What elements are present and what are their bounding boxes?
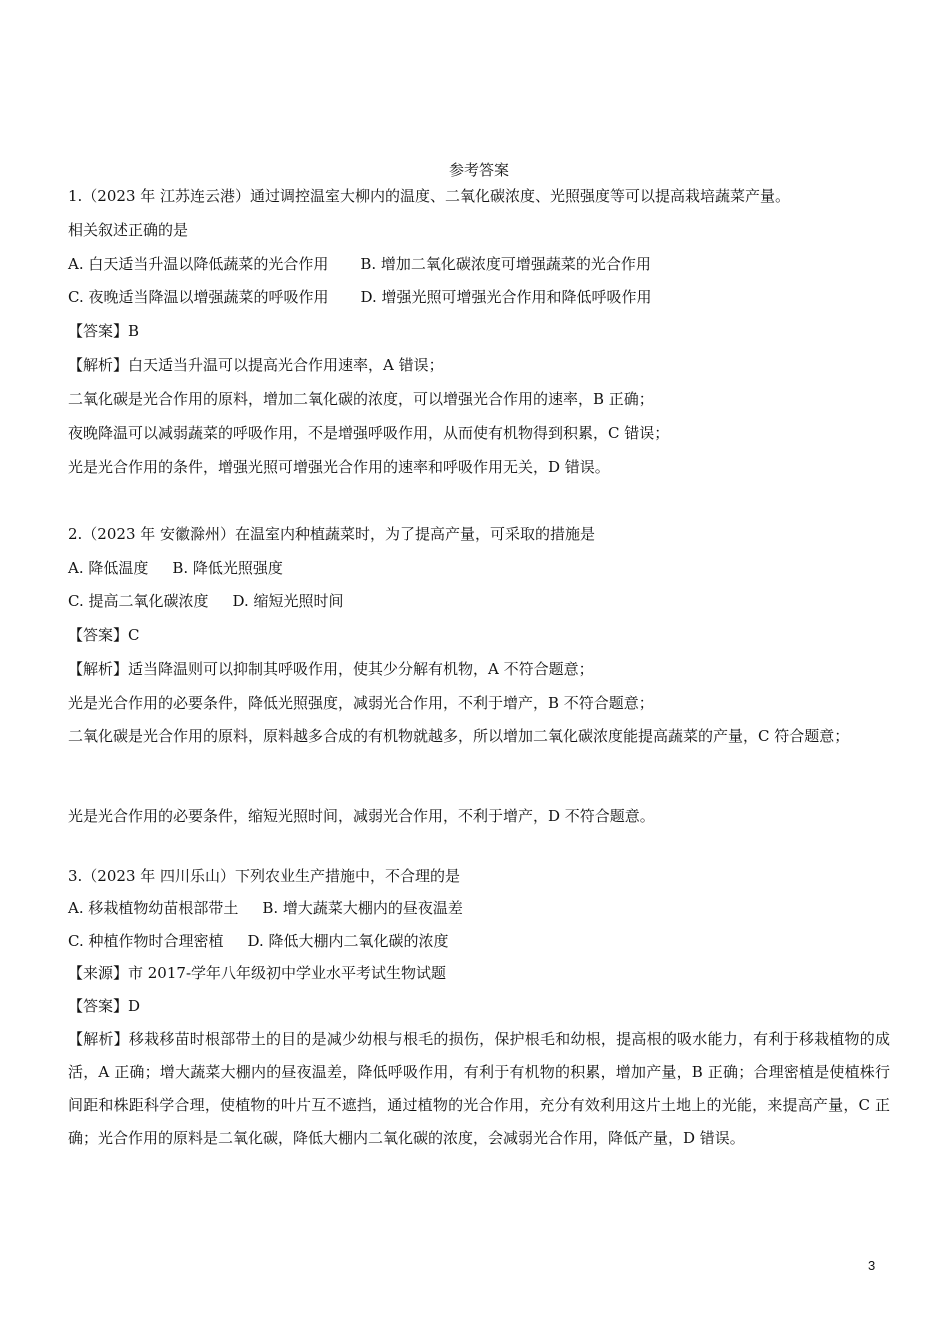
q2-options-row1 — [68, 558, 283, 578]
q2-option-c: C. 提高二氧化碳浓度 — [68, 592, 209, 610]
q1-analysis-line3: 夜晚降温可以减弱蔬菜的呼吸作用，不是增强呼吸作用，从而使有机物得到积累，C 错误； — [68, 424, 670, 442]
q1-options-row1 — [68, 254, 651, 274]
q2-answer: 【答案】C — [68, 626, 140, 644]
q3-option-d: D. 降低大棚内二氧化碳的浓度 — [247, 932, 449, 950]
q1-analysis-line2: 二氧化碳是光合作用的原料，增加二氧化碳的浓度，可以增强光合作用的速率，B 正确； — [68, 390, 654, 408]
q1-option-a: A. 白天适当升温以降低蔬菜的光合作用 — [68, 255, 329, 273]
q1-analysis-line4: 光是光合作用的条件，增强光照可增强光合作用的速率和呼吸作用无关，D 错误。 — [68, 458, 610, 476]
q1-options-row2 — [68, 287, 652, 307]
q2-option-a: A. 降低温度 — [68, 559, 149, 577]
q3-source: 【来源】市 2017-学年八年级初中学业水平考试生物试题 — [68, 964, 447, 982]
q3-analysis: 【解析】移栽移苗时根部带土的目的是减少幼根与根毛的损伤，保护根毛和幼根，提高根的吸水能力，有利于移栽植物的成活，A 正确；增大蔬菜大棚内的昼夜温差，降低呼吸作用，有利于有机物的积累，增加产量，B 正确；合理密植是使植株行间距和株距科学合理，使植物的叶片互不遮挡，通过植物的光合作用，充分有效利用这片土地上的光能，来提高产量，C 正确；光合作用的原料是二氧化碳，降低大棚内二氧化碳的浓度，会减弱光合作用，降低产量，D 错误。 — [68, 1030, 890, 1147]
page-number: 3 — [868, 1258, 876, 1273]
q3-option-b: B. 增大蔬菜大棚内的昼夜温差 — [262, 899, 463, 917]
q1-answer: 【答案】B — [68, 322, 140, 340]
q1-option-d: D. 增强光照可增强光合作用和降低呼吸作用 — [360, 288, 652, 306]
q3-option-a: A. 移栽植物幼苗根部带土 — [68, 899, 239, 917]
q2-analysis-line3: 二氧化碳是光合作用的原料，原料越多合成的有机物就越多，所以增加二氧化碳浓度能提高蔬菜的产量，C 符合题意； — [68, 727, 850, 745]
q3-options-row2 — [68, 931, 449, 951]
q1-stem-line2: 相关叙述正确的是 — [68, 221, 189, 239]
q1-stem-line1: 1.（2023 年 江苏连云港）通过调控温室大柳内的温度、二氧化碳浓度、光照强度等可以提高栽培蔬菜产量。 — [68, 187, 791, 205]
document-page — [68, 0, 890, 1344]
q2-options-row2 — [68, 591, 344, 611]
q2-analysis-line2: 光是光合作用的必要条件，降低光照强度，减弱光合作用，不利于增产，B 不符合题意； — [68, 694, 654, 712]
q2-stem-line1: 2.（2023 年 安徽滁州）在温室内种植蔬菜时，为了提高产量，可采取的措施是 — [68, 525, 596, 543]
q2-option-b: B. 降低光照强度 — [172, 559, 283, 577]
q3-stem-line1: 3.（2023 年 四川乐山）下列农业生产措施中，不合理的是 — [68, 867, 461, 885]
q3-option-c: C. 种植作物时合理密植 — [68, 932, 224, 950]
q2-analysis-line4: 光是光合作用的必要条件，缩短光照时间，减弱光合作用，不利于增产，D 不符合题意。 — [68, 807, 655, 825]
page-title: 参考答案 — [448, 161, 509, 179]
q3-options-row1 — [68, 898, 463, 918]
q1-option-b: B. 增加二氧化碳浓度可增强蔬菜的光合作用 — [360, 255, 651, 273]
q3-answer: 【答案】D — [68, 997, 141, 1015]
q2-option-d: D. 缩短光照时间 — [232, 592, 344, 610]
q1-analysis-line1: 【解析】白天适当升温可以提高光合作用速率，A 错误； — [68, 356, 444, 374]
q2-analysis-line1: 【解析】适当降温则可以抑制其呼吸作用，使其少分解有机物，A 不符合题意； — [68, 660, 594, 678]
q1-option-c: C. 夜晚适当降温以增强蔬菜的呼吸作用 — [68, 288, 329, 306]
